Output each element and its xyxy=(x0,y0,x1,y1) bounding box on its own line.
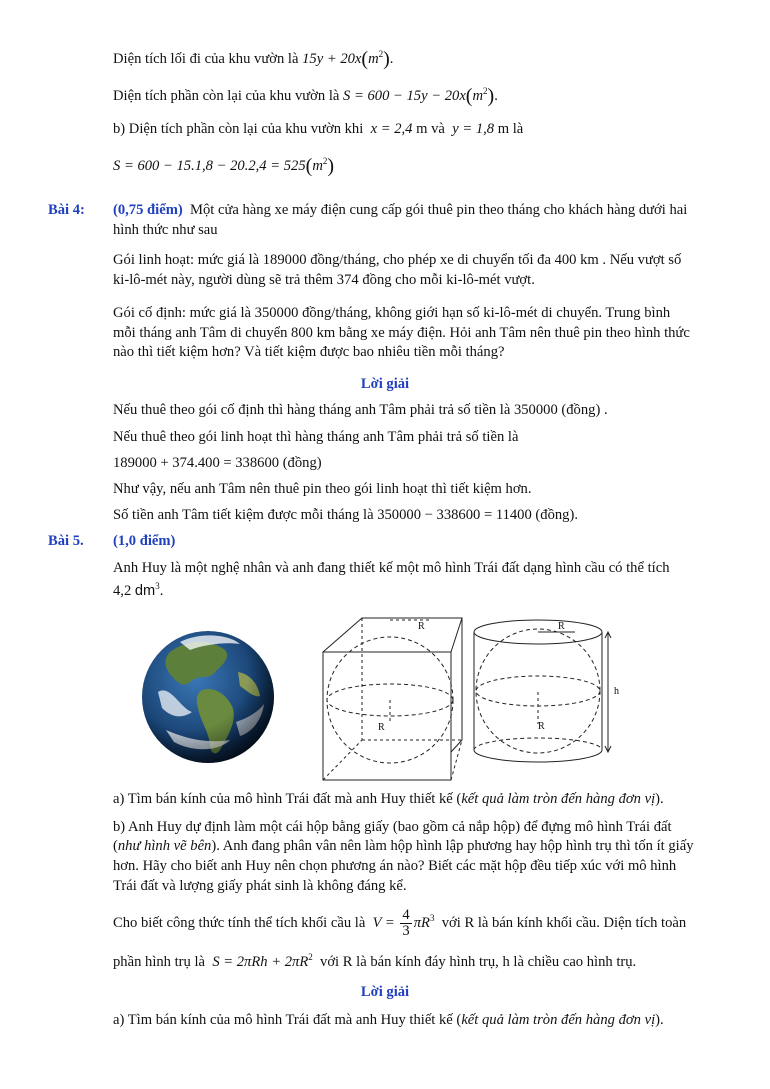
fraction: $\frac{4}{3}$ xyxy=(402,907,410,939)
cylinder-diagram xyxy=(474,620,611,762)
text-line: b) Anh Huy dự định làm một cái hộp bằng giấy (bao gồm cả nắp hộp) để đựng mô hình Trái đất xyxy=(113,819,672,835)
text-line: (0,75 điểm) Một cửa hàng xe máy điện cung cấp gói thuê pin theo tháng cho khách hàng dưới hai xyxy=(113,202,688,218)
text-line: $S = 600 - 15.1,8 - 20.2,4 = 525(m^2)$ xyxy=(113,155,335,177)
problem-label: Bài 5. xyxy=(48,533,84,549)
earth-globe-image xyxy=(142,631,274,763)
text-line: nào thì tiết kiệm hơn? Và tiết kiệm được bao nhiêu tiền mỗi tháng? xyxy=(113,344,505,360)
text-line: Anh Huy là một nghệ nhân và anh đang thiết kế một mô hình Trái đất dạng hình cầu có thể tích xyxy=(113,560,670,576)
cube-diagram xyxy=(323,618,462,780)
text-line: hình thức như sau xyxy=(113,222,218,238)
text-line: Như vậy, nếu anh Tâm nên thuê pin theo gói linh hoạt thì tiết kiệm hơn. xyxy=(113,481,532,497)
label-R: R xyxy=(418,621,425,632)
math-expression: 15y + 20x xyxy=(302,51,362,67)
problem-label: Bài 4: xyxy=(48,202,85,218)
text-line: mỗi tháng anh Tâm di chuyển 800 km bằng xe máy điện. Hỏi anh Tâm nên thuê pin theo hình thức xyxy=(113,325,690,341)
figure-area xyxy=(140,612,750,782)
text-line: 189000 + 374.400 = 338600 (đồng) xyxy=(113,455,322,471)
text-line: Diện tích phần còn lại của khu vườn là $S = 600 - 15y - 20x(m^2)$. xyxy=(113,85,498,107)
text-line: Diện tích lối đi của khu vườn là $15y + 20x(m^2)$. xyxy=(113,48,394,70)
text-line: ki-lô-mét này, người dùng sẽ trả thêm 374 đồng cho mỗi ki-lô-mét vượt. xyxy=(113,272,535,288)
points-label: (0,75 điểm) xyxy=(113,202,183,218)
math-expression: S = 600 − 15.1,8 − 20.2,4 = 525 xyxy=(113,158,306,174)
text-line: Số tiền anh Tâm tiết kiệm được mỗi tháng là 350000 − 338600 = 11400 (đồng). xyxy=(113,507,578,523)
text-line: b) Diện tích phần còn lại của khu vườn khi x = 2,4 m và y = 1,8 m là xyxy=(113,121,524,137)
points-label: (1,0 điểm) xyxy=(113,533,176,549)
label-R: R xyxy=(558,621,565,632)
solution-heading: Lời giải xyxy=(360,376,410,392)
formula-line: phần hình trụ là $S = 2\pi Rh + 2\pi R^2$ với R là bán kính đáy hình trụ, h là chiều cao hình trụ. xyxy=(113,952,637,970)
solution-heading: Lời giải xyxy=(360,984,410,1000)
text-line: Gói cố định: mức giá là 350000 đồng/tháng, không giới hạn số ki-lô-mét di chuyển. Trung bình xyxy=(113,305,671,321)
math-expression: S = 600 − 15y − 20x xyxy=(343,88,466,104)
question-a: a) Tìm bán kính của mô hình Trái đất mà anh Huy thiết kế (kết quả làm tròn đến hàng đơn vị). xyxy=(113,791,664,807)
formula-line: Cho biết công thức tính thể tích khối cầu là V = $\frac{4}{3}$ $\pi R^3$ với R là bán kính khối cầu. Diện tích toàn xyxy=(113,907,687,939)
text-line: Nếu thuê theo gói linh hoạt thì hàng tháng anh Tâm phải trả số tiền là xyxy=(113,429,519,445)
label-R: R xyxy=(378,722,385,733)
text-line: Gói linh hoạt: mức giá là 189000 đồng/tháng, cho phép xe di chuyển tối đa 400 km . Nếu vượt số xyxy=(113,252,682,268)
text-line: 4,2 $dm^3$. xyxy=(113,581,164,599)
text-line: Trái đất và lượng giấy phát sinh là không đáng kể. xyxy=(113,878,407,894)
solution-a: a) Tìm bán kính của mô hình Trái đất mà anh Huy thiết kế (kết quả làm tròn đến hàng đơn vị). xyxy=(113,1012,664,1028)
label-h: h xyxy=(614,686,619,697)
text-line: hơn. Hãy cho biết anh Huy nên chọn phương án nào? Biết các mặt hộp đều tiếp xúc với mô hình xyxy=(113,858,677,874)
text-line: Nếu thuê theo gói cố định thì hàng tháng anh Tâm phải trả số tiền là 350000 (đồng) . xyxy=(113,402,608,418)
label-R: R xyxy=(538,721,545,732)
text-line: (như hình vẽ bên). Anh đang phân vân nên làm hộp hình lập phương hay hộp hình trụ thì tốn ít giấy xyxy=(113,838,694,854)
